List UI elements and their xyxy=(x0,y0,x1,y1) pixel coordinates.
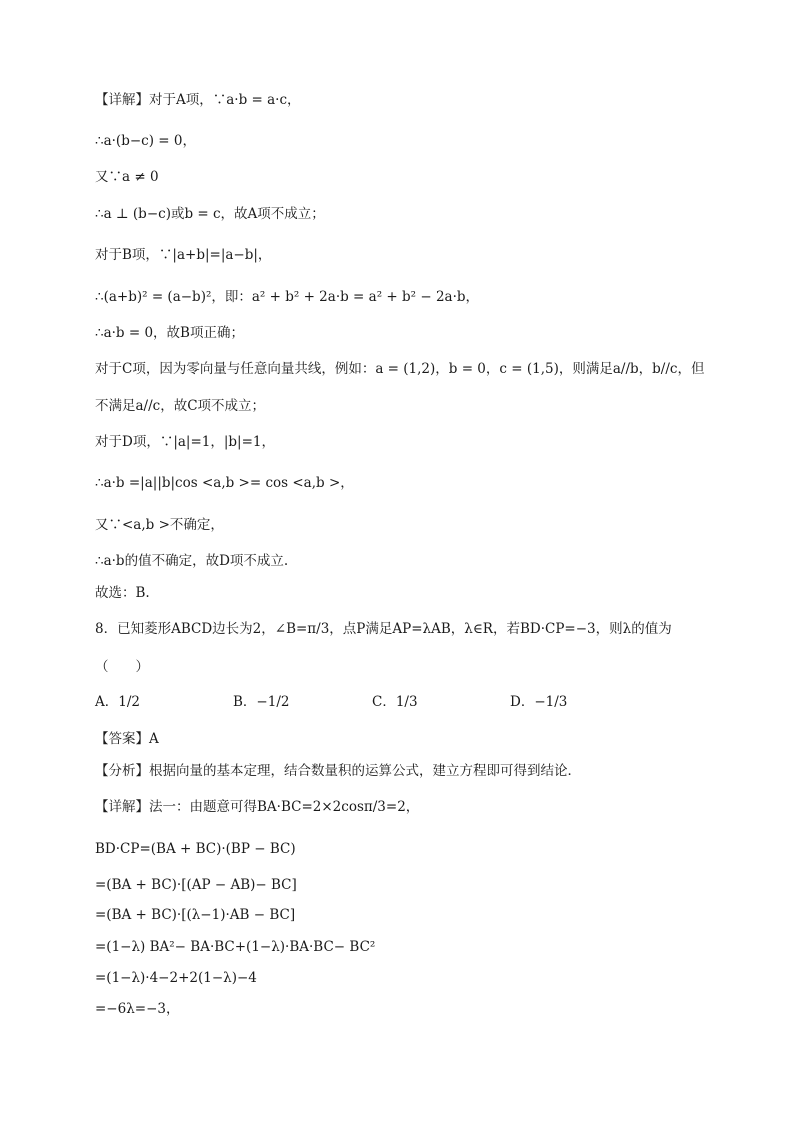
text-line: ∴a ⊥ (b−c)或b = c，故A项不成立； xyxy=(95,206,325,222)
option-b: B．−1/2 xyxy=(233,694,290,710)
options-row xyxy=(95,693,715,715)
text-line: ∴(a+b)² = (a−b)²，即：a² + b² + 2a·b = a² + b² − 2a·b， xyxy=(95,289,480,305)
text-line: 对于D项，∵|a|=1，|b|=1， xyxy=(95,434,276,450)
text-line: 【详解】法一：由题意可得BA·BC=2×2cosπ/3=2， xyxy=(95,799,420,815)
text-line: ∴a·(b−c) = 0， xyxy=(95,133,196,149)
option-c: C．1/3 xyxy=(372,694,418,710)
answer-blank: （ ） xyxy=(95,659,149,675)
text-line: 不满足a//c，故C项不成立； xyxy=(95,398,266,414)
text-line: =(1−λ)·4−2+2(1−λ)−4 xyxy=(95,970,257,986)
text-line: ∴a·b =|a||b|cos <a,b >= cos <a,b >， xyxy=(95,475,354,491)
text-line: 对于C项，因为零向量与任意向量共线，例如：a = (1,2)，b = 0，c = (1,5)，则满足a//b，b//c，但 xyxy=(95,361,705,377)
option-d: D．−1/3 xyxy=(510,694,568,710)
answer-line: 【答案】A xyxy=(95,731,159,747)
text-line: 对于B项，∵|a+b|=|a−b|， xyxy=(95,247,272,263)
text-line: =−6λ=−3， xyxy=(95,1001,180,1017)
text-line: 【详解】对于A项，∵a·b = a·c， xyxy=(95,92,301,108)
text-line: 又∵<a,b >不确定， xyxy=(95,517,224,533)
text-line: 又∵a ≠ 0 xyxy=(95,169,159,185)
text-line: =(1−λ) BA²− BA·BC+(1−λ)·BA·BC− BC² xyxy=(95,939,376,955)
text-line: ∴a·b = 0，故B项正确； xyxy=(95,325,244,341)
analysis-line: 【分析】根据向量的基本定理，结合数量积的运算公式，建立方程即可得到结论． xyxy=(95,763,581,779)
text-line: ∴a·b的值不确定，故D项不成立. xyxy=(95,553,289,569)
question-stem: 8．已知菱形ABCD边长为2，∠B=π/3，点P满足AP=λAB，λ∈R，若BD·CP=−3，则λ的值为 xyxy=(95,621,672,637)
text-line: 故选：B. xyxy=(95,585,150,601)
text-line: =(BA + BC)·[(AP − AB)− BC] xyxy=(95,877,297,893)
text-line: BD·CP=(BA + BC)·(BP − BC) xyxy=(95,841,296,857)
text-line: =(BA + BC)·[(λ−1)·AB − BC] xyxy=(95,907,296,923)
option-a: A．1/2 xyxy=(95,694,140,710)
